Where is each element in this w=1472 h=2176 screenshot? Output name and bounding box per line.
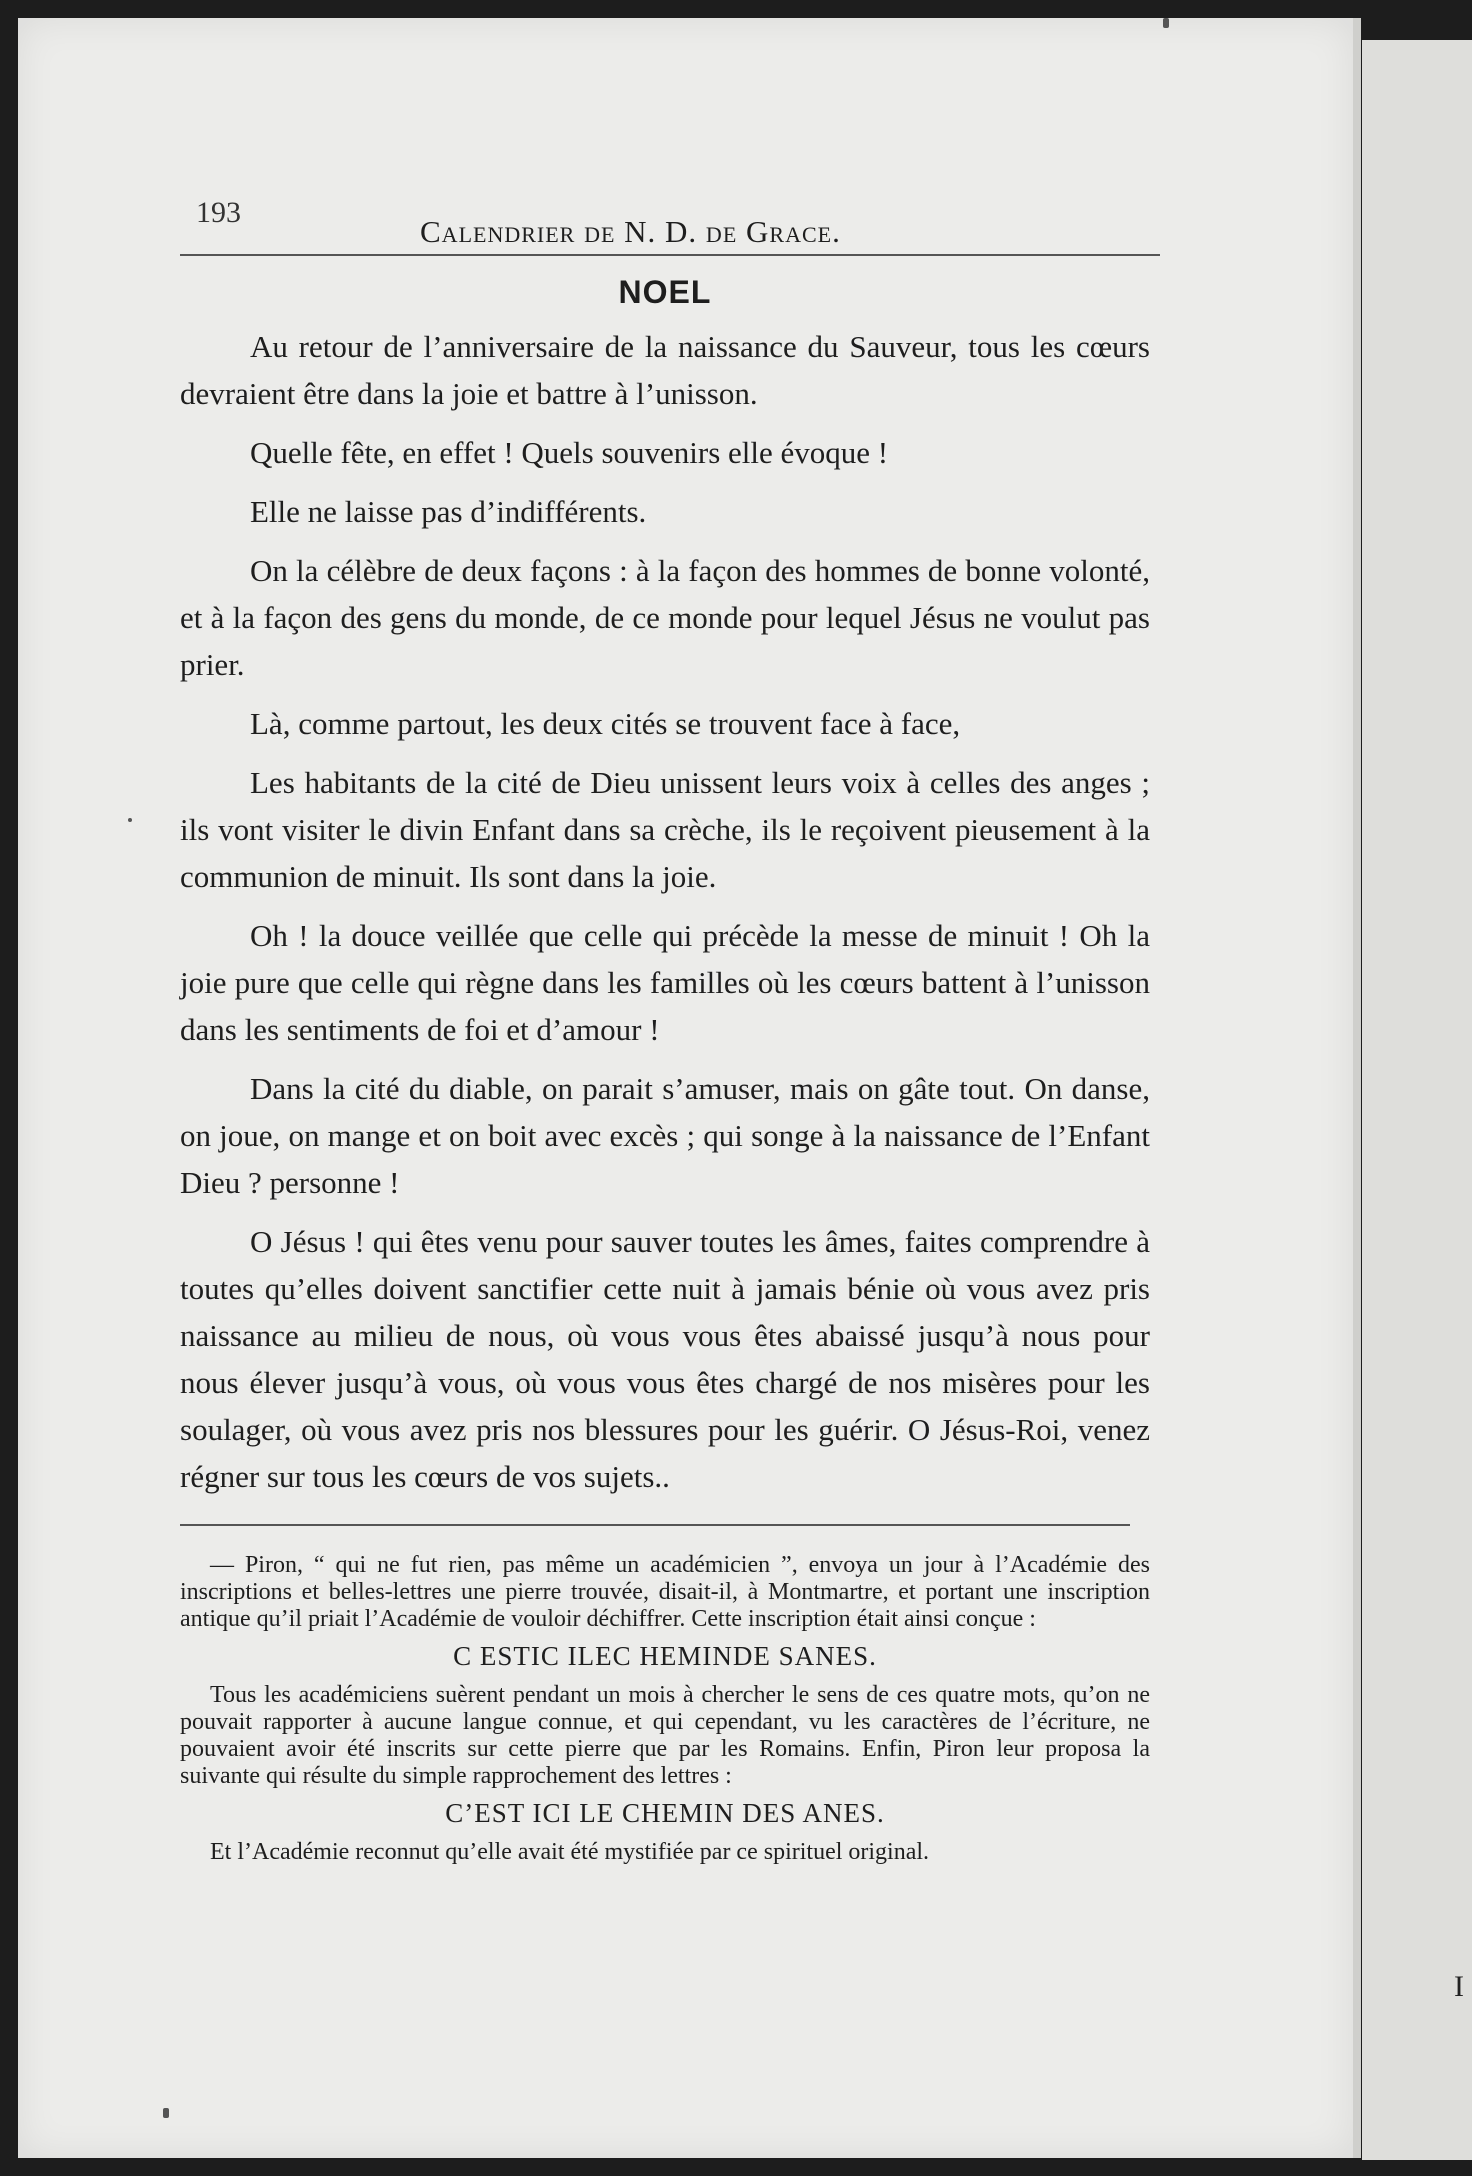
- footnote-paragraph: — Piron, “ qui ne fut rien, pas même un académicien ”, envoya un jour à l’Académie des inscriptions et belles-lettres une pierre trouvée, disait-il, à Montmartre, et portant une inscription antique qu’il priait l’Académie de vouloir déchiffrer. Cette inscription était ainsi conçue :: [180, 1552, 1150, 1632]
- article-body: [180, 323, 1150, 1500]
- footnote-rule: [180, 1524, 1130, 1526]
- running-title: Calendrier de N. D. de Grace.: [420, 214, 841, 249]
- footnote-paragraph: Et l’Académie reconnut qu’elle avait été mystifiée par ce spirituel original.: [210, 1839, 930, 1865]
- paragraph: O Jésus ! qui êtes venu pour sauver toutes les âmes, faites comprendre à toutes qu’elles doivent sanctifier cette nuit à jamais bénie où vous avez pris naissance au milieu de nous, où vous vous êtes abaissé jusqu’à nous pour nous élever jusqu’à vous, où vous vous êtes chargé de nos misères pour les soulager, où vous avez pris nos blessures pour les guérir. O Jésus-Roi, venez régner sur tous les cœurs de vos sujets..: [180, 1224, 1150, 1494]
- scan-speck: [1163, 18, 1169, 28]
- footnote: [180, 1552, 1150, 1866]
- paragraph: Au retour de l’anniversaire de la naissance du Sauveur, tous les cœurs devraient être dans la joie et battre à l’unisson.: [180, 329, 1150, 411]
- paragraph: Quelle fête, en effet ! Quels souvenirs elle évoque !: [250, 435, 889, 470]
- page-content: [180, 190, 1150, 1866]
- article-title: NOEL: [618, 274, 712, 310]
- page-number: 193: [196, 196, 241, 229]
- adjacent-page: [1362, 40, 1472, 2160]
- inscription-original: C ESTIC ILEC HEMINDE SANES.: [453, 1641, 877, 1671]
- paragraph: Oh ! la douce veillée que celle qui précède la messe de minuit ! Oh la joie pure que celle qui règne dans les familles où les cœurs battent à l’unisson dans les sentiments de foi et d’amour !: [180, 918, 1150, 1047]
- paragraph: Là, comme partout, les deux cités se trouvent face à face,: [250, 706, 961, 741]
- inscription-solution: C’EST ICI LE CHEMIN DES ANES.: [445, 1798, 885, 1828]
- paragraph: Dans la cité du diable, on parait s’amuser, mais on gâte tout. On danse, on joue, on mange et on boit avec excès ; qui songe à la naissance de l’Enfant Dieu ? personne !: [180, 1071, 1150, 1200]
- adjacent-page-mark: I: [1454, 1970, 1464, 2003]
- footnote-paragraph: Tous les académiciens suèrent pendant un mois à chercher le sens de ces quatre mots, qu’on ne pouvait rapporter à aucune langue connue, et qui cependant, vu les caractères de l’écriture, ne pouvaient avoir été inscrits sur cette pierre que par les Romains. Enfin, Piron leur proposa la suivante qui résulte du simple rapprochement des lettres :: [180, 1682, 1150, 1789]
- paragraph: Elle ne laisse pas d’indifférents.: [250, 494, 647, 529]
- header-rule: [180, 254, 1160, 256]
- running-head: [180, 190, 1150, 250]
- scan-speck: [128, 818, 132, 822]
- scan-speck: [163, 2108, 169, 2118]
- paragraph: On la célèbre de deux façons : à la façon des hommes de bonne volonté, et à la façon des gens du monde, de ce monde pour lequel Jésus ne voulut pas prier.: [180, 553, 1150, 682]
- page-edge: [1353, 18, 1361, 2158]
- paragraph: Les habitants de la cité de Dieu unissent leurs voix à celles des anges ; ils vont visiter le divin Enfant dans sa crèche, ils le reçoivent pieusement à la communion de minuit. Ils sont dans la joie.: [180, 765, 1150, 894]
